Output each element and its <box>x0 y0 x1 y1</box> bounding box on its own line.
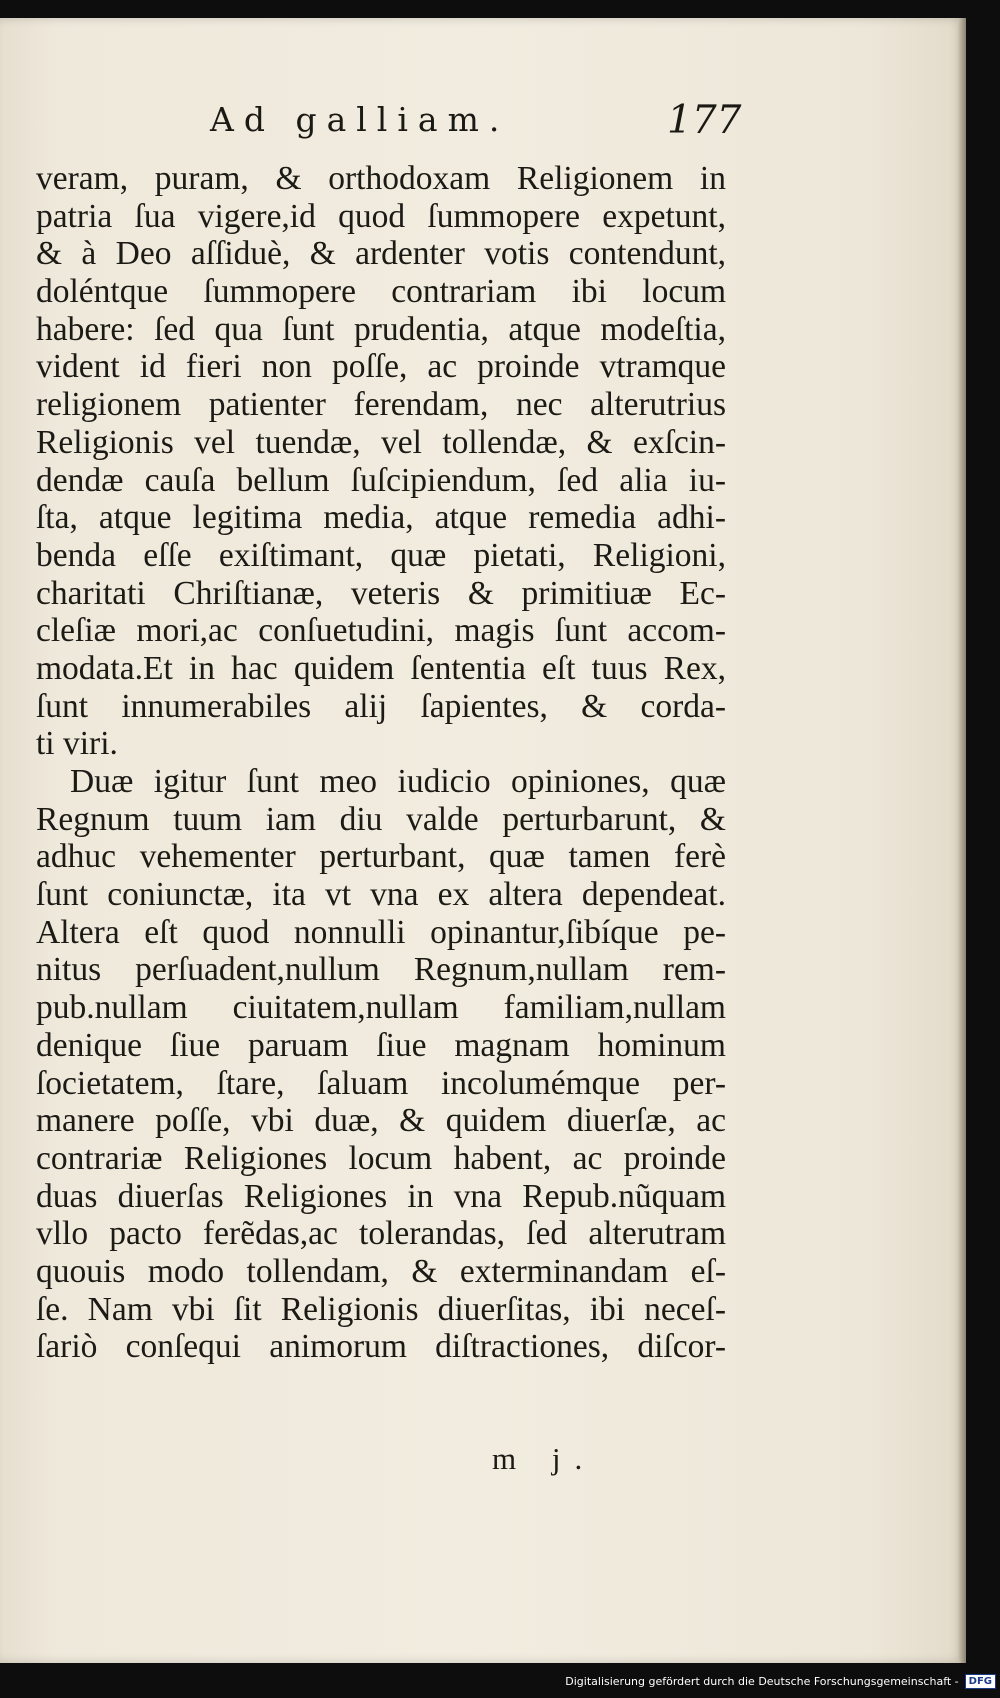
signature-mark: m j. <box>492 1441 597 1476</box>
text-line: Duæ igitur ſunt meo iudicio opiniones, quæ <box>70 763 726 800</box>
page-number: 177 <box>667 98 742 143</box>
text-line: ſocietatem, ſtare, ſaluam incolumémque per- <box>36 1064 726 1102</box>
text-line: benda eſſe exiſtimant, quæ pietati, Religioni, <box>36 536 726 574</box>
text-line: ſe. Nam vbi ſit Religionis diuerſitas, ibi neceſ- <box>36 1290 726 1328</box>
text-line: ti viri. <box>36 725 118 763</box>
text-line: manere poſſe, vbi duæ, & quidem diuerſæ, ac <box>36 1102 726 1140</box>
text-line: vident id fieri non poſſe, ac proinde vtramque <box>36 348 726 386</box>
text-line: duas diuerſas Religiones in vna Repub.nũquam <box>36 1177 726 1215</box>
digitization-credit <box>565 1668 1000 1694</box>
text-line: modata.Et in hac quidem ſententia eſt tuus Rex, <box>36 649 726 687</box>
text-line: dendæ cauſa bellum ſuſcipiendum, ſed alia iu- <box>36 461 726 499</box>
text-line: denique ſiue paruam ſiue magnam hominum <box>36 1026 726 1064</box>
text-line: pub.nullam ciuitatem,nullam familiam,nullam <box>36 989 726 1027</box>
text-line: religionem patienter ferendam, nec alterutrius <box>36 386 726 424</box>
text-line: patria ſua vigere,id quod ſummopere expetunt, <box>36 197 726 235</box>
credit-text: Digitalisierung gefördert durch die Deutsche Forschungsgemeinschaft - <box>565 1674 959 1688</box>
text-line: Religionis vel tuendæ, vel tollendæ, & exſcin- <box>36 423 726 461</box>
text-line: & à Deo aſſiduè, & ardenter votis contendunt, <box>36 235 726 273</box>
text-line: contrariæ Religiones locum habent, ac proinde <box>36 1139 726 1177</box>
body-text <box>26 160 726 1366</box>
page-edge <box>958 18 966 1663</box>
text-line: nitus perſuadent,nullum Regnum,nullam rem- <box>36 951 726 989</box>
text-line: cleſiæ mori,ac conſuetudini, magis ſunt accom- <box>36 612 726 650</box>
text-line: ſariò conſequi animorum diſtractiones, diſcor- <box>36 1328 726 1366</box>
text-line: ſta, atque legitima media, atque remedia adhi- <box>36 499 726 537</box>
text-line: ſunt coniunctæ, ita vt vna ex altera dependeat. <box>36 876 726 914</box>
text-line: veram, puram, & orthodoxam Religionem in <box>36 160 726 197</box>
text-line: Altera eſt quod nonnulli opinantur,ſibíque pe- <box>36 913 726 951</box>
text-line: doléntque ſummopere contrariam ibi locum <box>36 273 726 311</box>
text-line: charitati Chriſtianæ, veteris & primitiuæ Ec- <box>36 574 726 612</box>
book-page <box>0 18 965 1663</box>
running-head: Ad galliam. <box>210 100 510 139</box>
text-line: ſunt innumerabiles alij ſapientes, & corda- <box>36 687 726 725</box>
text-line: Regnum tuum iam diu valde perturbarunt, & <box>36 800 726 838</box>
text-line: quouis modo tollendam, & exterminandam eſ- <box>36 1252 726 1290</box>
text-line: adhuc vehementer perturbant, quæ tamen ferè <box>36 838 726 876</box>
dfg-logo: DFG <box>965 1674 996 1689</box>
text-line: habere: ſed qua ſunt prudentia, atque modeſtia, <box>36 310 726 348</box>
text-line: vllo pacto ferẽdas,ac tolerandas, ſed alterutram <box>36 1215 726 1253</box>
